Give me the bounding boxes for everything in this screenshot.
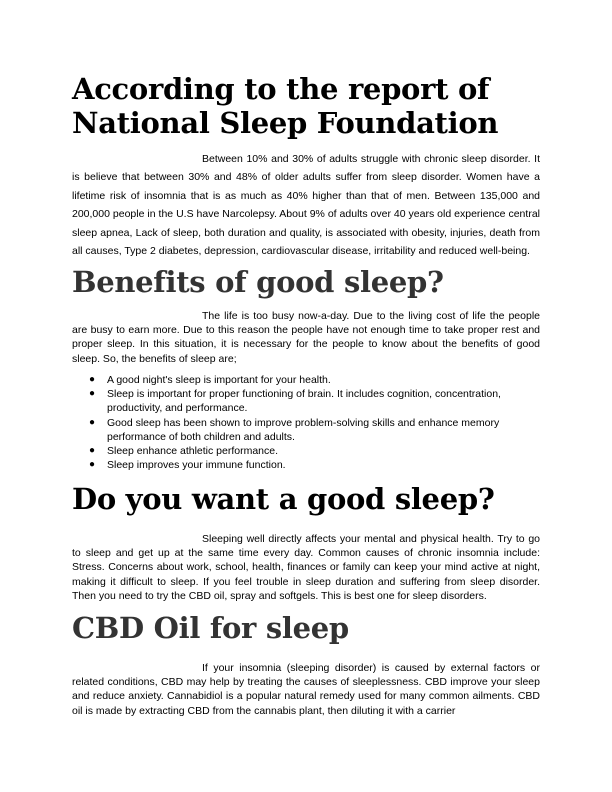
list-item (72, 416, 540, 444)
list-item (72, 444, 540, 458)
list-item (72, 387, 540, 415)
bullet-icon: ● (89, 445, 96, 457)
list-item-text: Sleep is important for proper functioning of brain. It includes cognition, concentration, productivity, and performance. (107, 388, 501, 415)
paragraph-good-sleep-advice (72, 532, 540, 603)
heading-benefits-of-good-sleep: Benefits of good sleep? (72, 265, 444, 299)
list-item-text: Sleep enhance athletic performance. (107, 445, 279, 458)
bullet-icon: ● (89, 416, 96, 428)
list-item (72, 458, 540, 472)
paragraph-benefits-intro (72, 309, 540, 366)
heading-text: According to the report of National Sleep Foundation (72, 72, 499, 140)
heading-do-you-want-good-sleep: Do you want a good sleep? (72, 482, 495, 516)
list-item-text: Sleep improves your immune function. (107, 459, 286, 472)
paragraph-text: Sleeping well directly affects your mental and physical health. Try to go to sleep and get up at the same time every day. Common causes of chronic insomnia include: Stress. Concerns about work, school, health, finances or family can keep your mind active at night, making it difficult to sleep. If you feel trouble in sleep duration and suffering from sleep disorder. Then you need to try the CBD oil, spray and softgels. This is best one for sleep disorders. (72, 533, 540, 602)
bullet-icon: ● (89, 374, 96, 385)
list-item-text: Good sleep has been shown to improve problem-solving skills and enhance memory performance of both children and adults. (107, 416, 500, 443)
paragraph-sleep-statistics (72, 150, 540, 260)
heading-cbd-oil-for-sleep: CBD Oil for sleep (72, 611, 349, 645)
paragraph-text: Between 10% and 30% of adults struggle with chronic sleep disorder. It is believe that between 30% and 48% of older adults suffer from sleep disorder. Women have a lifetime risk of insomnia that is as much as 40% higher than that of men. Between 135,000 and 200,000 people in the U.S have Narcolepsy. About 9% of adults over 40 years old experience central sleep apnea, Lack of sleep, both duration and quality, is associated with obesity, injuries, death from all causes, Type 2 diabetes, depression, cardiovascular disease, irritability and reduced well-being. (72, 153, 540, 258)
paragraph-text: The life is too busy now-a-day. Due to the living cost of life the people are busy to earn more. Due to this reason the people have not enough time to take proper rest and proper sleep. In this situation, it is necessary for the people to know about the benefits of good sleep. So, the benefits of sleep are; (72, 310, 540, 365)
paragraph-text: If your insomnia (sleeping disorder) is caused by external factors or related conditions, CBD may help by treating the causes of sleeplessness. CBD improve your sleep and reduce anxiety. Cannabidiol is a popular natural remedy used for many common ailments. CBD oil is made by extracting CBD from the cannabis plant, then diluting it with a carrier (72, 662, 540, 717)
benefits-list (72, 373, 540, 472)
heading-national-sleep-foundation (72, 72, 542, 140)
paragraph-cbd-oil (72, 661, 540, 718)
list-item (72, 373, 540, 387)
bullet-icon: ● (89, 388, 96, 400)
list-item-text: A good night's sleep is important for your health. (107, 374, 331, 386)
bullet-icon: ● (89, 459, 96, 471)
